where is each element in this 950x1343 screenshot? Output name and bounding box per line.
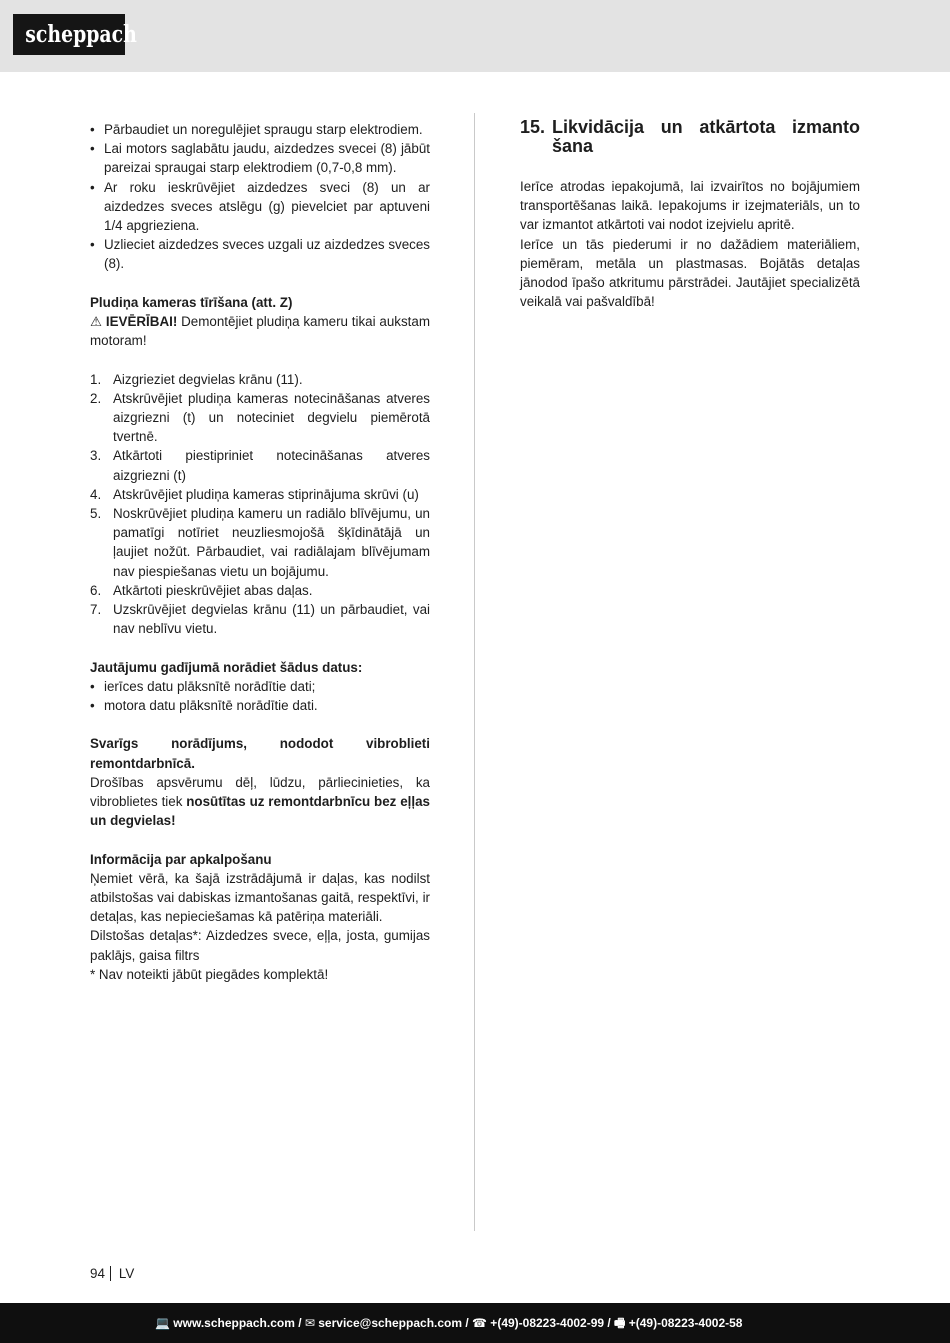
- step-text: Uzskrūvējiet degvielas krānu (11) un pārbaudiet, vai nav neblīvu vietu.: [113, 602, 430, 637]
- step-number: 1.: [90, 371, 102, 387]
- service-text-2: Dilstošas detaļas*: Aizdedzes svece, eļļa, josta, gumijas paklājs, gaisa filtrs: [90, 928, 430, 963]
- list-item: • Pārbaudiet un noregulējiet spraugu starp elektrodiem.: [90, 120, 430, 139]
- carb-steps-list: [90, 370, 430, 639]
- step-number: 5.: [90, 506, 102, 522]
- step-text: Atskrūvējiet pludiņa kameras stiprinājuma skrūvi (u): [113, 486, 419, 502]
- contact-footer-bar: [0, 1303, 950, 1343]
- warning-icon: ⚠: [90, 314, 103, 330]
- list-item: [90, 600, 430, 638]
- repair-text-bold: nosūtītas uz remontdarbnīcu bez eļļas un degvielas!: [90, 794, 430, 829]
- step-number: 3.: [90, 448, 102, 464]
- inquiry-heading: Jautājumu gadījumā norādiet šādus datus:: [90, 659, 363, 675]
- page-header: [0, 0, 950, 72]
- list-item: • Uzlieciet aizdedzes sveces uzgali uz aizdedzes sveces (8).: [90, 235, 430, 273]
- list-item: • ierīces datu plāksnītē norādītie dati;: [90, 677, 430, 696]
- brand-logo-text: scheppach: [25, 21, 137, 48]
- list-item: [90, 504, 430, 581]
- carb-warning: [90, 312, 430, 350]
- brand-logo: [13, 14, 137, 55]
- service-heading: Informācija par apkalpošanu: [90, 851, 272, 867]
- service-text-3: * Nav noteikti jābūt piegādes komplektā!: [90, 966, 329, 982]
- list-item: • motora datu plāksnītē norādītie dati.: [90, 696, 430, 715]
- step-text: Atkārtoti piestipriniet notecināšanas atveres aizgriezni (t): [113, 448, 430, 483]
- warning-text: Demontējiet pludiņa kameru tikai aukstam motoram!: [90, 314, 430, 349]
- list-item: [90, 485, 430, 504]
- inquiry-bullet-list: [90, 677, 430, 715]
- step-number: 2.: [90, 390, 102, 406]
- section-title-line2: šana: [552, 136, 594, 156]
- right-column: [520, 118, 860, 311]
- step-text: Noskrūvējiet pludiņa kameru un radiālo blīvējumu, un pamatīgi notīriet neuzliesmojošā šķīdinātājā un ļaujiet nožūt. Pārbaudiet, vai radiālajam blīvējumam nav piespiešanas vietu un bojājumu.: [113, 506, 430, 579]
- left-column: [90, 120, 430, 984]
- step-text: Aizgrieziet degvielas krānu (11).: [113, 371, 303, 387]
- footer-separator: [110, 1266, 111, 1281]
- step-text: Atskrūvējiet pludiņa kameras notecināšanas atveres aizgriezni (t) un noteciniet degvielu piemērotā tvertnē.: [113, 390, 430, 445]
- repair-text: [90, 773, 430, 831]
- list-item: • Ar roku ieskrūvējiet aizdedzes sveci (8) un ar aizdedzes sveces atslēgu (g) pievelciet par aptuveni 1/4 apgrieziena.: [90, 178, 430, 236]
- page-number: 94: [90, 1266, 105, 1281]
- list-item: [90, 389, 430, 447]
- section-title-line1: Likvidācija un atkārtota izmanto: [552, 117, 860, 137]
- disposal-paragraph-1: Ierīce atrodas iepakojumā, lai izvairītos no bojājumiem transportēšanas laikā. Iepakojums ir izejmateriāls, un to var izmantot atkārtoti vai nodot izejvielu apritē.: [520, 179, 860, 233]
- warning-label: IEVĒRĪBAI!: [105, 314, 178, 330]
- section-number: 15.: [520, 117, 546, 137]
- contact-line: 💻 www.scheppach.com / ✉ service@scheppach.com / ☎ +(49)-08223-4002-99 / 🖷 +(49)-08223-4002-58: [155, 1316, 743, 1330]
- step-number: 7.: [90, 602, 102, 618]
- service-text-1: Ņemiet vērā, ka šajā izstrādājumā ir daļas, kas nodilst atbilstošas vai dabiskas izmantošanas gaitā, respektīvi, ir detaļas, kas nepieciešamas kā patēriņa materiāli.: [90, 870, 430, 925]
- page-footer-info: [90, 1264, 134, 1283]
- list-item: [90, 370, 430, 389]
- list-item: • Lai motors saglabātu jaudu, aizdedzes svecei (8) jābūt pareizai spraugai starp elektrodiem (0,7-0,8 mm).: [90, 139, 430, 177]
- list-item: [90, 446, 430, 484]
- spark-plug-bullet-list: [90, 120, 430, 274]
- column-divider: [474, 113, 475, 1231]
- repair-heading: Svarīgs norādījums, nododot vibroblieti remontdarbnīcā.: [90, 736, 430, 771]
- section-title: [520, 118, 860, 156]
- repair-text-plain: Drošības apsvērumu dēļ, lūdzu, pārliecinieties, ka vibroblietes tiek: [90, 774, 430, 810]
- language-code: LV: [118, 1266, 135, 1281]
- step-number: 4.: [90, 486, 102, 502]
- step-number: 6.: [90, 582, 102, 598]
- step-text: Atkārtoti pieskrūvējiet abas daļas.: [113, 582, 313, 598]
- list-item: [90, 581, 430, 600]
- disposal-paragraph-2: Ierīce un tās piederumi ir no dažādiem materiāliem, piemēram, metāla un plastmasas. Bojātās detaļas jānodod īpašo atkritumu pārstrādei. Jautājiet specializētā veikalā vai pašvaldībā!: [520, 236, 860, 310]
- carb-cleaning-heading: Pludiņa kameras tīrīšana (att. Z): [90, 294, 293, 310]
